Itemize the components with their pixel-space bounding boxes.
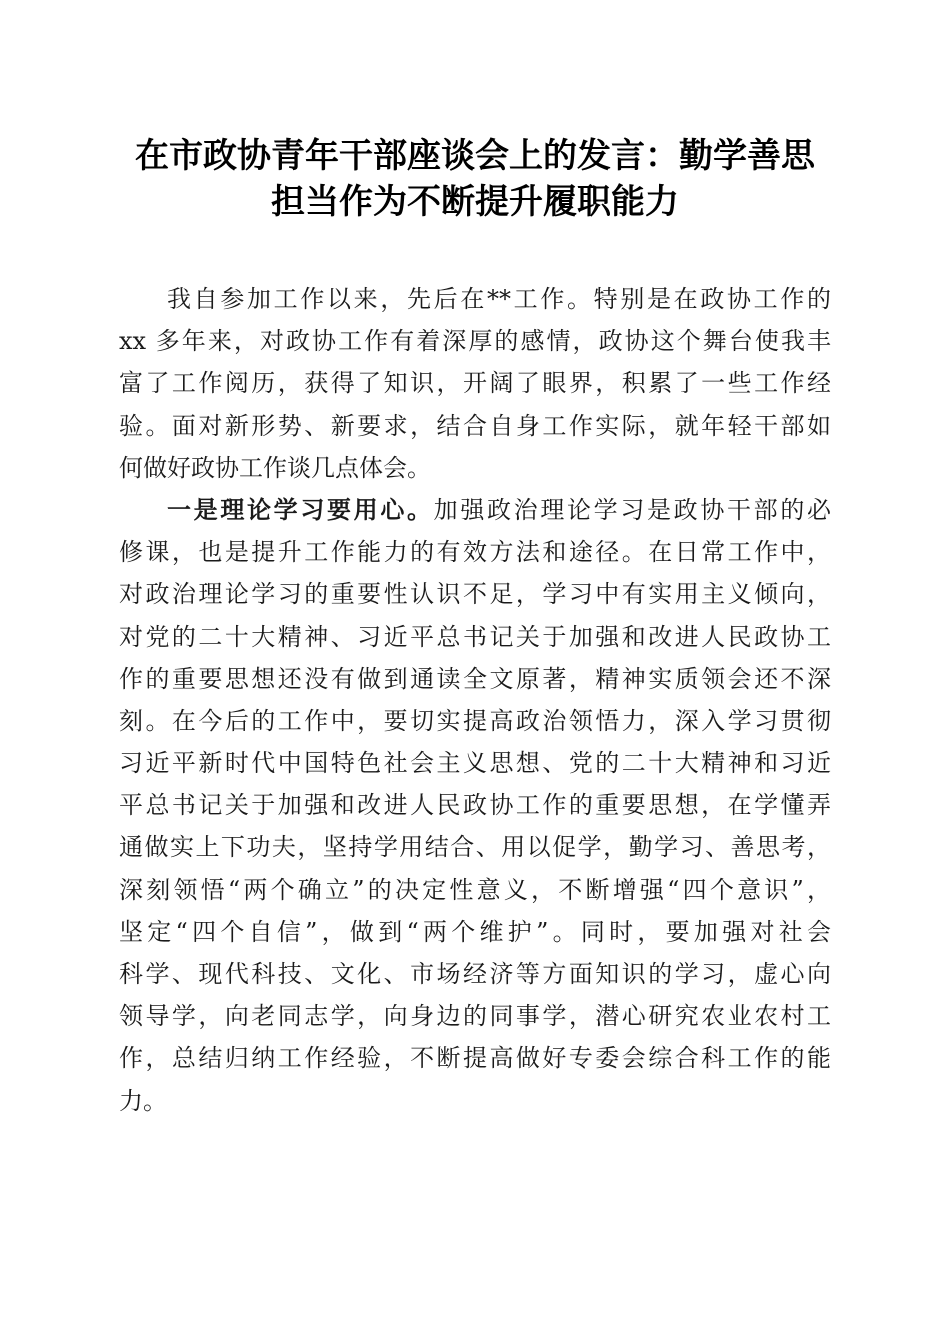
paragraph-line: 修课，也是提升工作能力的有效方法和途径。在日常工作中，: [119, 538, 831, 567]
paragraph-line: 作，总结归纳工作经验，不断提高做好专委会综合科工作的能: [119, 1044, 831, 1073]
paragraph-line: 坚定“四个自信”，做到“两个维护”。同时，要加强对社会: [119, 917, 831, 946]
paragraph-line: 领导学，向老同志学，向身边的同事学，潜心研究农业农村工: [119, 1002, 831, 1031]
paragraph-theory-study: [119, 489, 831, 1122]
paragraph-intro: [119, 278, 831, 489]
paragraph-line: [119, 489, 831, 531]
title-line-1: 在市政协青年干部座谈会上的发言：勤学善思: [135, 136, 815, 176]
paragraph-line: xx 多年来，对政协工作有着深厚的感情，政协这个舞台使我丰: [119, 327, 831, 356]
paragraph-line: 力。: [119, 1086, 167, 1115]
paragraph-line: 通做实上下功夫，坚持学用结合、用以促学，勤学习、善思考，: [119, 833, 831, 862]
paragraph-text: 加强政治理论学习是政协干部的必: [433, 495, 832, 524]
section-heading: 一是理论学习要用心。: [167, 494, 434, 524]
paragraph-line: 我自参加工作以来，先后在**工作。特别是在政协工作的: [167, 285, 831, 313]
paragraph-line: 深刻领悟“两个确立”的决定性意义，不断增强“四个意识”，: [119, 875, 831, 904]
paragraph-line: 验。面对新形势、新要求，结合自身工作实际，就年轻干部如: [119, 411, 831, 440]
paragraph-line: 富了工作阅历，获得了知识，开阔了眼界，积累了一些工作经: [119, 369, 831, 398]
document-body: [119, 278, 831, 1122]
paragraph-line: 对政治理论学习的重要性认识不足，学习中有实用主义倾向，: [119, 580, 831, 609]
document-title: [100, 133, 850, 225]
paragraph-line: 作的重要思想还没有做到通读全文原著，精神实质领会还不深: [119, 664, 831, 693]
title-line-2: 担当作为不断提升履职能力: [271, 182, 679, 222]
paragraph-line: 刻。在今后的工作中，要切实提高政治领悟力，深入学习贯彻: [119, 706, 831, 735]
paragraph-line: 平总书记关于加强和改进人民政协工作的重要思想，在学懂弄: [119, 791, 831, 820]
paragraph-line: 对党的二十大精神、习近平总书记关于加强和改进人民政协工: [119, 622, 831, 651]
paragraph-line: 习近平新时代中国特色社会主义思想、党的二十大精神和习近: [119, 749, 831, 778]
paragraph-line: 科学、现代科技、文化、市场经济等方面知识的学习，虚心向: [119, 960, 831, 988]
paragraph-line: 何做好政协工作谈几点体会。: [119, 453, 431, 482]
